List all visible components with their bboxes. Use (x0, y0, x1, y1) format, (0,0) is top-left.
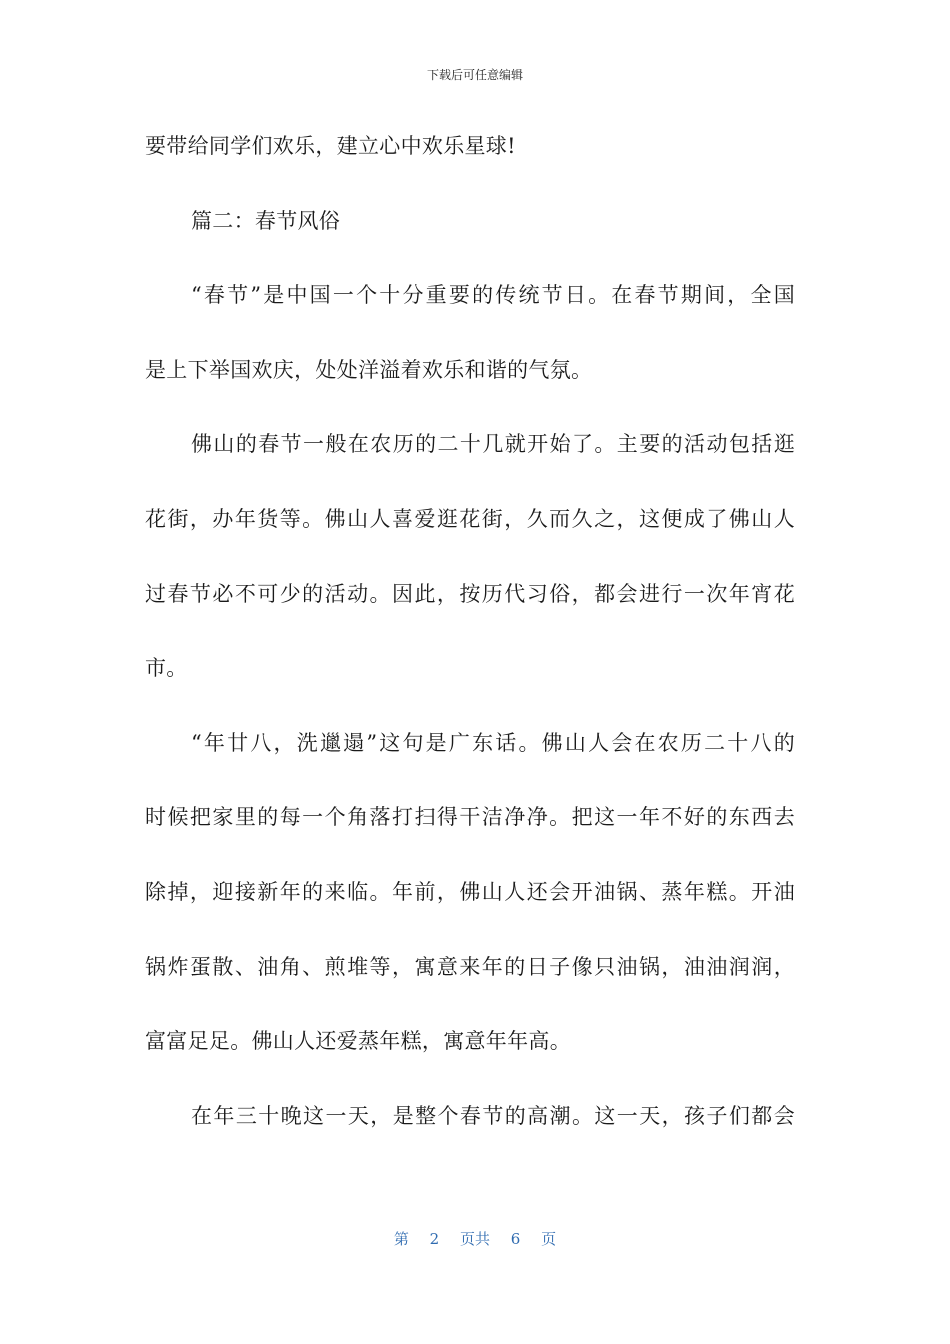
page-header: 下载后可任意编辑 (426, 68, 523, 82)
text-line: “年廿八，洗邋遢”这句是广东话。佛山人会在农历二十八的 (191, 730, 795, 755)
text-line: 在年三十晚这一天，是整个春节的高潮。这一天，孩子们都会 (191, 1103, 795, 1128)
page-footer (0, 1228, 950, 1249)
text-line: 时候把家里的每一个角落打扫得干洁净净。把这一年不好的东西去 (145, 805, 795, 830)
text-line: “春节”是中国一个十分重要的传统节日。在春节期间，全国 (191, 283, 795, 308)
text-line: 花街，办年货等。佛山人喜爱逛花街，久而久之，这便成了佛山人 (145, 506, 795, 531)
text-line: 锅炸蛋散、油角、煎堆等，寓意来年的日子像只油锅，油油润润， (145, 954, 795, 979)
footer-prefix: 第 (393, 1230, 409, 1248)
section-heading: 篇二：春节风俗 (191, 208, 341, 233)
text-line: 过春节必不可少的活动。因此，按历代习俗，都会进行一次年宵花 (145, 581, 795, 606)
footer-suffix: 页 (541, 1230, 557, 1248)
text-line: 除掉，迎接新年的来临。年前，佛山人还会开油锅、蒸年糕。开油 (145, 879, 795, 904)
footer-middle: 页共 (459, 1230, 490, 1248)
text-line: 富富足足。佛山人还爱蒸年糕，寓意年年高。 (145, 1029, 571, 1054)
text-line: 要带给同学们欢乐，建立心中欢乐星球! (145, 134, 516, 158)
total-pages-number: 6 (510, 1230, 521, 1248)
current-page-number: 2 (429, 1230, 440, 1248)
document-body (145, 126, 795, 1170)
text-line: 市。 (145, 656, 188, 681)
text-line: 是上下举国欢庆，处处洋溢着欢乐和谐的气氛。 (145, 357, 593, 382)
text-line: 佛山的春节一般在农历的二十几就开始了。主要的活动包括逛 (191, 432, 795, 457)
